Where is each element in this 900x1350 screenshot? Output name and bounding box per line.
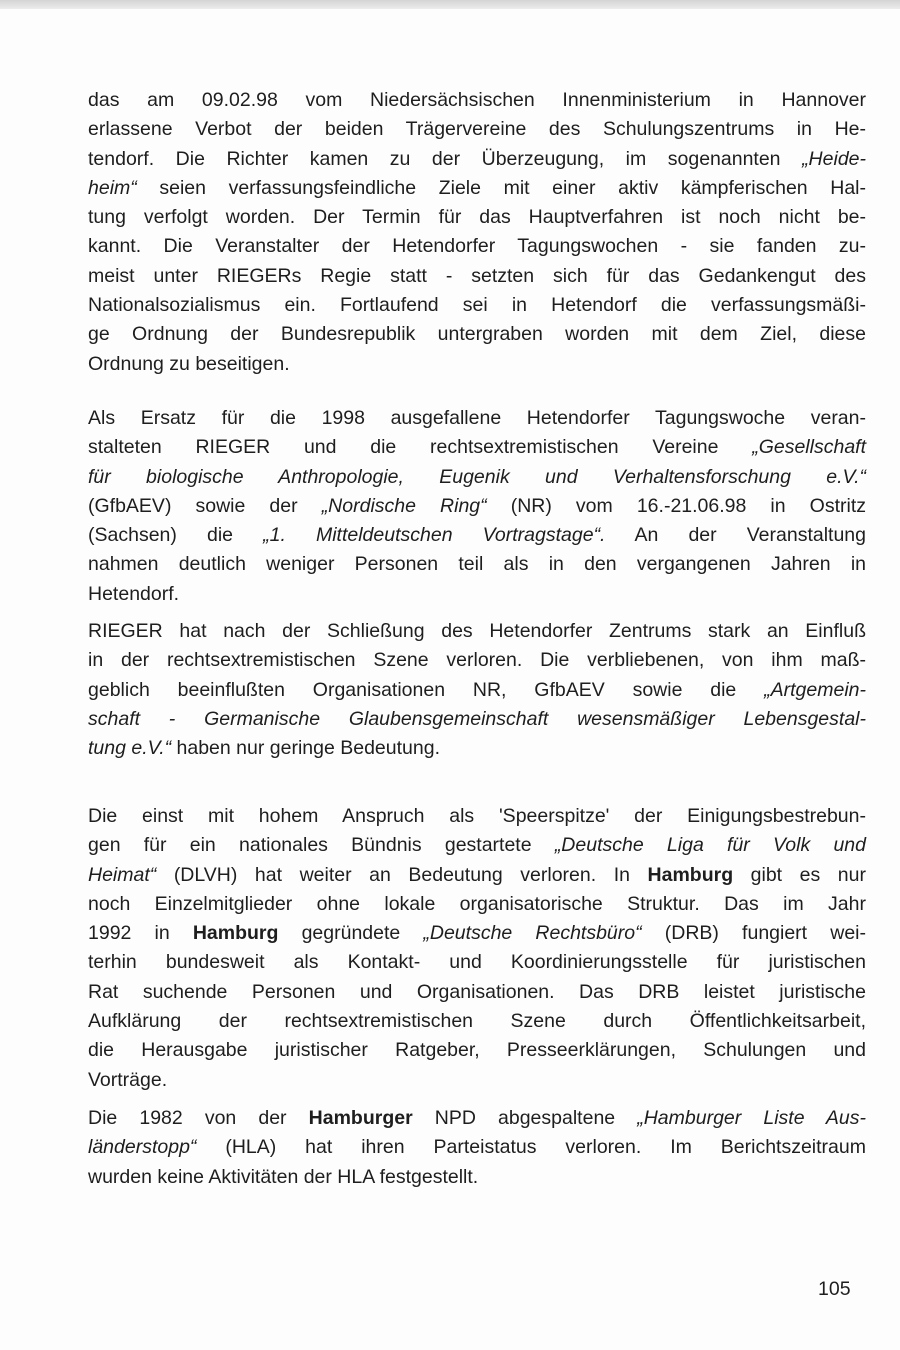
text-segment: (DRB) fungiert wei- <box>641 922 866 945</box>
text-segment: terhin bundesweit als Kontakt- und Koordinierungsstelle für juristischen <box>88 951 866 974</box>
text-line <box>88 1036 866 1065</box>
text-line <box>88 1133 866 1162</box>
text-segment: Als Ersatz für die 1998 ausgefallene Hetendorfer Tagungswoche veran- <box>88 407 866 429</box>
text-segment: gen für ein nationales Bündnis gestartete <box>88 834 555 857</box>
italic-text: „Deutsche Rechtsbüro“ <box>423 922 642 945</box>
text-segment: (NR) vom 16.-21.06.98 in Ostritz <box>486 494 866 517</box>
text-segment: haben nur geringe Bedeutung. <box>171 737 440 760</box>
page-number: 105 <box>818 1278 851 1300</box>
italic-text: „Hamburger Liste Aus- <box>637 1107 867 1129</box>
text-segment: meist unter RIEGERs Regie statt - setzten sich für das Gedankengut des <box>88 264 866 287</box>
text-line <box>88 861 866 890</box>
paragraph <box>88 404 866 609</box>
text-segment: stalteten RIEGER und die rechtsextremistischen Vereine <box>88 436 753 459</box>
text-line <box>88 433 866 462</box>
text-segment: 1992 in <box>88 922 193 945</box>
text-segment: die Herausgabe juristischer Ratgeber, Presseerklärungen, Schulungen und <box>88 1039 866 1062</box>
italic-text: „Heide- <box>802 147 866 170</box>
text-segment: An der Veranstaltung <box>605 524 867 547</box>
text-segment: Ordnung zu beseitigen. <box>88 352 290 375</box>
text-segment: seien verfassungsfeindliche Ziele mit einer aktiv kämpferischen Hal- <box>136 176 866 199</box>
text-segment: nahmen deutlich weniger Personen teil als in den vergangenen Jahren in <box>88 553 866 576</box>
text-line <box>88 86 866 115</box>
text-segment: gibt es nur <box>733 863 866 886</box>
text-line <box>88 291 866 320</box>
paragraph <box>88 802 866 1095</box>
italic-text: schaft - Germanische Glaubensgemeinschaft wesensmäßiger Lebensgestal- <box>88 707 866 730</box>
paragraph <box>88 617 866 763</box>
text-segment: NPD abgespaltene <box>412 1107 638 1129</box>
text-segment: noch Einzelmitglieder ohne lokale organisatorische Struktur. Das im Jahr <box>88 892 866 915</box>
text-line <box>88 1066 866 1095</box>
text-segment: (DLVH) hat weiter an Bedeutung verloren. In <box>156 863 648 886</box>
bold-text: Hamburg <box>647 863 734 886</box>
text-line <box>88 831 866 860</box>
text-line <box>88 404 866 433</box>
text-line <box>88 115 866 144</box>
text-segment: (GfbAEV) sowie der <box>88 494 322 517</box>
text-line <box>88 203 866 232</box>
text-segment: ge Ordnung der Bundesrepublik untergraben worden mit dem Ziel, diese <box>88 323 866 346</box>
text-line <box>88 676 866 705</box>
scan-edge-bar <box>0 0 900 9</box>
text-segment: Vorträge. <box>88 1068 168 1091</box>
italic-text: Heimat“ <box>88 863 157 886</box>
text-line <box>88 174 866 203</box>
text-line <box>88 1163 866 1192</box>
text-segment: tung verfolgt worden. Der Termin für das Hauptverfahren ist noch nicht be- <box>88 206 866 229</box>
text-line <box>88 978 866 1007</box>
text-segment: (Sachsen) die <box>88 524 264 547</box>
text-line <box>88 463 866 492</box>
text-segment: Nationalsozialismus ein. Fortlaufend sei in Hetendorf die verfassungsmäßi- <box>88 294 866 317</box>
italic-text: „Gesellschaft <box>752 436 866 459</box>
italic-text: für biologische Anthropologie, Eugenik und Verhaltensforschung e.V.“ <box>88 465 866 488</box>
text-segment: geblich beeinflußten Organisationen NR, GfbAEV sowie die <box>88 678 765 701</box>
italic-text: „Deutsche Liga für Volk und <box>554 834 866 857</box>
text-line <box>88 320 866 349</box>
italic-text: „Artgemein- <box>764 678 866 701</box>
text-line <box>88 492 866 521</box>
text-segment: Hetendorf. <box>88 582 180 605</box>
text-segment: (HLA) hat ihren Parteistatus verloren. Im Berichtszeitraum <box>196 1136 866 1159</box>
text-line <box>88 232 866 261</box>
text-line <box>88 521 866 550</box>
italic-text: länderstopp“ <box>88 1136 197 1159</box>
text-line <box>88 890 866 919</box>
text-segment: kannt. Die Veranstalter der Hetendorfer Tagungswochen - sie fanden zu- <box>88 235 866 258</box>
text-line <box>88 1007 866 1036</box>
text-line <box>88 580 866 609</box>
text-segment: wurden keine Aktivitäten der HLA festgestellt. <box>88 1165 479 1188</box>
text-line <box>88 919 866 948</box>
text-line <box>88 350 866 379</box>
italic-text: „Nordische Ring“ <box>321 494 487 517</box>
text-segment: das am 09.02.98 vom Niedersächsischen Innenministerium in Hannover <box>88 89 866 111</box>
text-segment: erlassene Verbot der beiden Trägervereine des Schulungszentrums in He- <box>88 118 866 141</box>
italic-text: tung e.V.“ <box>88 737 172 760</box>
text-line <box>88 705 866 734</box>
text-line <box>88 617 866 646</box>
text-segment: RIEGER hat nach der Schließung des Hetendorfer Zentrums stark an Einfluß <box>88 620 866 642</box>
text-line <box>88 802 866 831</box>
paragraph <box>88 1104 866 1192</box>
text-segment: Die einst mit hohem Anspruch als 'Speerspitze' der Einigungsbestrebun- <box>88 805 866 827</box>
bold-text: Hamburger <box>308 1107 413 1129</box>
bold-text: Hamburg <box>192 922 279 945</box>
text-segment: Aufklärung der rechtsextremistischen Szene durch Öffentlichkeitsarbeit, <box>88 1010 866 1033</box>
text-segment: Die 1982 von der <box>88 1107 309 1129</box>
paragraph <box>88 86 866 379</box>
text-segment: Rat suchende Personen und Organisationen. Das DRB leistet juristische <box>88 980 866 1003</box>
text-line <box>88 145 866 174</box>
text-line <box>88 550 866 579</box>
text-segment: gegründete <box>278 922 424 945</box>
text-line <box>88 734 866 763</box>
italic-text: heim“ <box>88 176 137 199</box>
text-line <box>88 1104 866 1133</box>
text-segment: tendorf. Die Richter kamen zu der Überzeugung, im sogenannten <box>88 147 803 170</box>
italic-text: „1. Mitteldeutschen Vortragstage“. <box>263 524 606 547</box>
text-line <box>88 262 866 291</box>
text-line <box>88 646 866 675</box>
text-line <box>88 948 866 977</box>
text-segment: in der rechtsextremistischen Szene verloren. Die verbliebenen, von ihm maß- <box>88 649 866 672</box>
